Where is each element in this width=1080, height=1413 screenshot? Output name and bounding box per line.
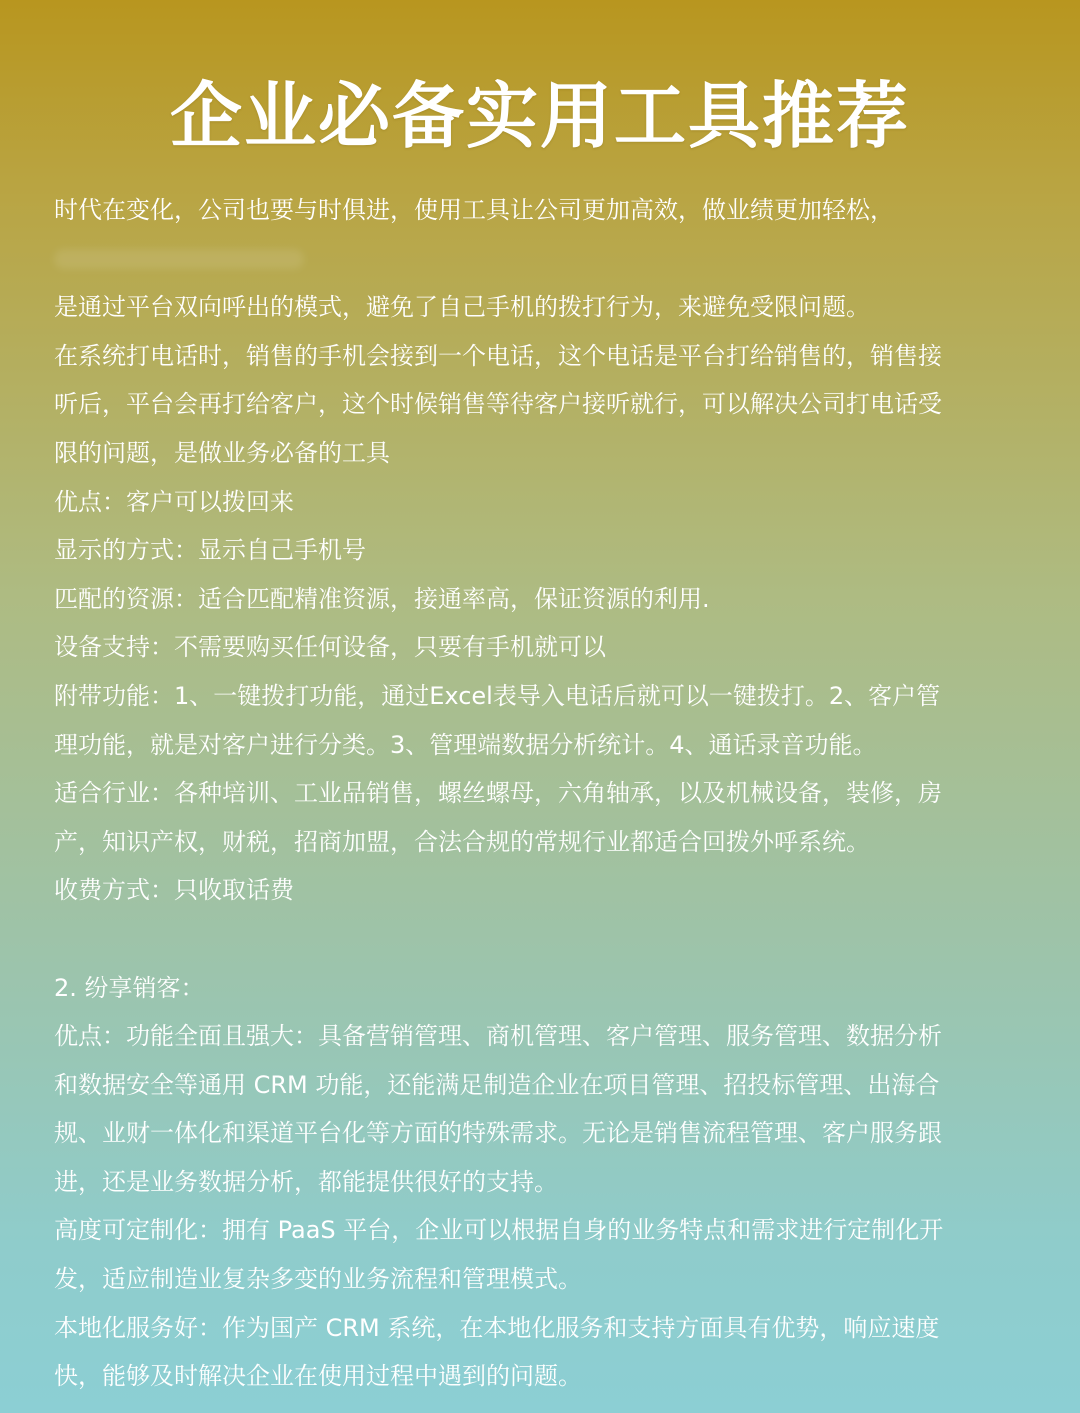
industries-line: 适合行业：各种培训、工业品销售，螺丝螺母，六角轴承，以及机械设备，装修，房 [54,779,942,808]
resources-text: 匹配的资源：适合匹配精准资源，接通率高，保证资源的利用. [54,584,710,613]
blurred-text [54,235,1026,284]
section-heading: 2. 纷享销客： [54,973,205,1002]
advantage-line: 进，还是业务数据分析，都能提供很好的支持。 [54,1167,558,1196]
customization-line: 高度可定制化：拥有 PaaS 平台，企业可以根据自身的业务特点和需求进行定制化开 [54,1216,944,1245]
industries-line: 产，知识产权，财税，招商加盟，合法合规的常规行业都适合回拨外呼系统。 [54,827,870,856]
article-body [54,186,1026,1401]
intro-text: 时代在变化，公司也要与时俱进，使用工具让公司更加高效，做业绩更加轻松， [54,196,894,224]
features-line: 附带功能：1、一键拨打功能，通过Excel表导入电话后就可以一键拨打。2、客户管 [54,681,941,710]
description-line: 是通过平台双向呼出的模式，避免了自己手机的拨打行为，来避免受限问题。 [54,293,870,322]
customization-line: 发，适应制造业复杂多变的业务流程和管理模式。 [54,1265,582,1294]
billing-text: 收费方式：只收取话费 [54,876,294,905]
local-service-line: 快，能够及时解决企业在使用过程中遇到的问题。 [54,1362,582,1391]
advantage-line: 规、业财一体化和渠道平台化等方面的特殊需求。无论是销售流程管理、客户服务跟 [54,1119,942,1148]
device-support-text: 设备支持：不需要购买任何设备，只要有手机就可以 [54,633,606,662]
advantage-line: 优点：功能全面且强大：具备营销管理、商机管理、客户管理、服务管理、数据分析 [54,1022,942,1051]
description-line: 听后，平台会再打给客户，这个时候销售等待客户接听就行，可以解决公司打电话受 [54,390,942,419]
display-mode-text: 显示的方式：显示自己手机号 [54,536,366,565]
features-line: 理功能，就是对客户进行分类。3、管理端数据分析统计。4、通话录音功能。 [54,730,877,759]
description-line: 在系统打电话时，销售的手机会接到一个电话，这个电话是平台打给销售的，销售接 [54,341,942,370]
local-service-line: 本地化服务好：作为国产 CRM 系统，在本地化服务和支持方面具有优势，响应速度 [54,1313,940,1342]
spacer [54,915,1026,964]
advantage-line: 和数据安全等通用 CRM 功能，还能满足制造企业在项目管理、招投标管理、出海合 [54,1070,940,1099]
advantage-text: 优点：客户可以拨回来 [54,487,294,516]
page-title: 企业必备实用工具推荐 [169,74,910,158]
description-line: 限的问题，是做业务必备的工具 [54,438,390,467]
